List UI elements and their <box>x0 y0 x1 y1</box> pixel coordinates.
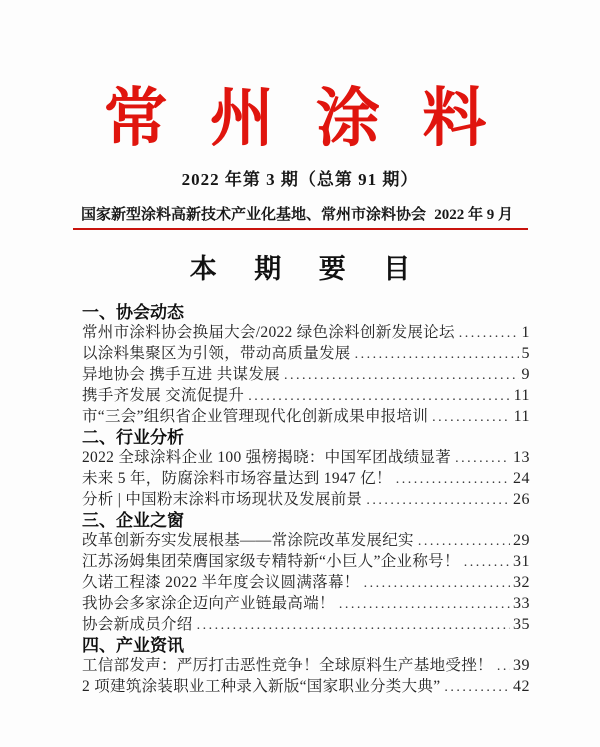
toc-entry-label: 异地协会 携手互进 共谋发展 <box>82 365 280 383</box>
journal-title: 常 州 涂 料 <box>103 81 497 156</box>
toc-entry <box>82 448 530 469</box>
toc-entry-leader <box>248 387 510 407</box>
toc-entry-leader <box>284 366 519 386</box>
toc-entry <box>82 386 530 407</box>
publication-date: 2022 年 9 月 <box>434 206 513 223</box>
toc-entry <box>82 323 530 344</box>
toc-entry-page: 9 <box>521 365 530 383</box>
toc-entry-label: 江苏汤姆集团荣膺国家级专精特新“小巨人”企业称号！ <box>82 552 460 570</box>
toc-entry-leader <box>497 657 510 677</box>
toc-entry-page: 29 <box>513 531 530 549</box>
toc-entry-label: 常州市涂料协会换届大会/2022 绿色涂料创新发展论坛 <box>82 323 455 341</box>
toc-entry-page: 11 <box>513 386 530 404</box>
toc-entry <box>82 469 530 490</box>
toc-entry-page: 26 <box>513 490 530 508</box>
toc-entry-page: 13 <box>513 448 530 466</box>
toc-entry-page: 39 <box>513 656 530 674</box>
toc-entry-leader <box>396 470 510 490</box>
toc-entry-leader <box>418 532 510 552</box>
toc-entry-label: 携手齐发展 交流促提升 <box>82 386 245 404</box>
toc-entry <box>82 573 530 594</box>
toc-entry-page: 24 <box>513 469 530 487</box>
toc-entry <box>82 594 530 615</box>
toc-entry-page: 35 <box>513 615 530 633</box>
table-of-contents <box>82 303 530 698</box>
toc-entry-label: 我协会多家涂企迈向产业链最高端！ <box>82 594 335 612</box>
toc-entry-page: 1 <box>521 323 530 341</box>
toc-entry <box>82 677 530 698</box>
toc-entry-label: 2022 全球涂料企业 100 强榜揭晓：中国军团战绩显著 <box>82 448 452 466</box>
toc-heading: 本 期 要 目 <box>189 253 426 284</box>
toc-section-title: 二、行业分析 <box>82 427 184 447</box>
toc-entry-leader <box>455 449 510 469</box>
toc-entry-leader <box>459 324 519 344</box>
toc-entry-leader <box>197 616 510 636</box>
toc-entry-label: 协会新成员介绍 <box>82 615 193 633</box>
toc-entry <box>82 552 530 573</box>
toc-entry-page: 31 <box>513 552 530 570</box>
toc-entry-leader <box>366 491 510 511</box>
toc-entry <box>82 615 530 636</box>
masthead <box>0 0 600 230</box>
toc-entry <box>82 531 530 552</box>
toc-entry <box>82 365 530 386</box>
toc-entry-label: 以涂料集聚区为引领，带动高质量发展 <box>82 344 351 362</box>
toc-section-title: 三、企业之窗 <box>82 510 184 530</box>
publisher-row <box>81 203 513 224</box>
toc-entry-leader <box>355 345 519 365</box>
toc-entry-leader <box>432 408 510 428</box>
toc-entry <box>82 344 530 365</box>
toc-entry-label: 久诺工程漆 2022 半年度会议圆满落幕！ <box>82 573 360 591</box>
toc-entry <box>82 656 530 677</box>
toc-entry <box>82 407 530 428</box>
toc-entry-page: 42 <box>513 677 530 695</box>
toc-entry-page: 33 <box>513 594 530 612</box>
toc-entry-page: 5 <box>521 344 530 362</box>
toc-entry-label: 未来 5 年，防腐涂料市场容量达到 1947 亿！ <box>82 469 392 487</box>
toc-entry-leader <box>364 574 510 594</box>
toc-entry-label: 工信部发声：严厉打击恶性竞争！全球原料生产基地受挫！ <box>82 656 493 674</box>
toc-entry-label: 2 项建筑涂装职业工种录入新版“国家职业分类大典” <box>82 677 441 695</box>
issue-number-line: 2022 年第 3 期（总第 91 期） <box>181 169 419 189</box>
toc-entry <box>82 490 530 511</box>
toc-section-title: 四、产业资讯 <box>82 635 184 655</box>
toc-entry-page: 11 <box>513 407 530 425</box>
toc-entry-label: 改革创新夯实发展根基——常涂院改革发展纪实 <box>82 531 414 549</box>
toc-entry-leader <box>444 678 510 698</box>
toc-entry-page: 32 <box>513 573 530 591</box>
toc-entry-label: 市“三会”组织省企业管理现代化创新成果申报培训 <box>82 407 429 425</box>
toc-section-title: 一、协会动态 <box>82 302 184 322</box>
red-divider-rule <box>73 228 528 230</box>
toc-entry-leader <box>339 595 510 615</box>
toc-entry-label: 分析 | 中国粉末涂料市场现状及发展前景 <box>82 490 363 508</box>
publisher-name: 国家新型涂料高新技术产业化基地、常州市涂料协会 <box>81 206 427 223</box>
toc-entry-leader <box>464 553 510 573</box>
